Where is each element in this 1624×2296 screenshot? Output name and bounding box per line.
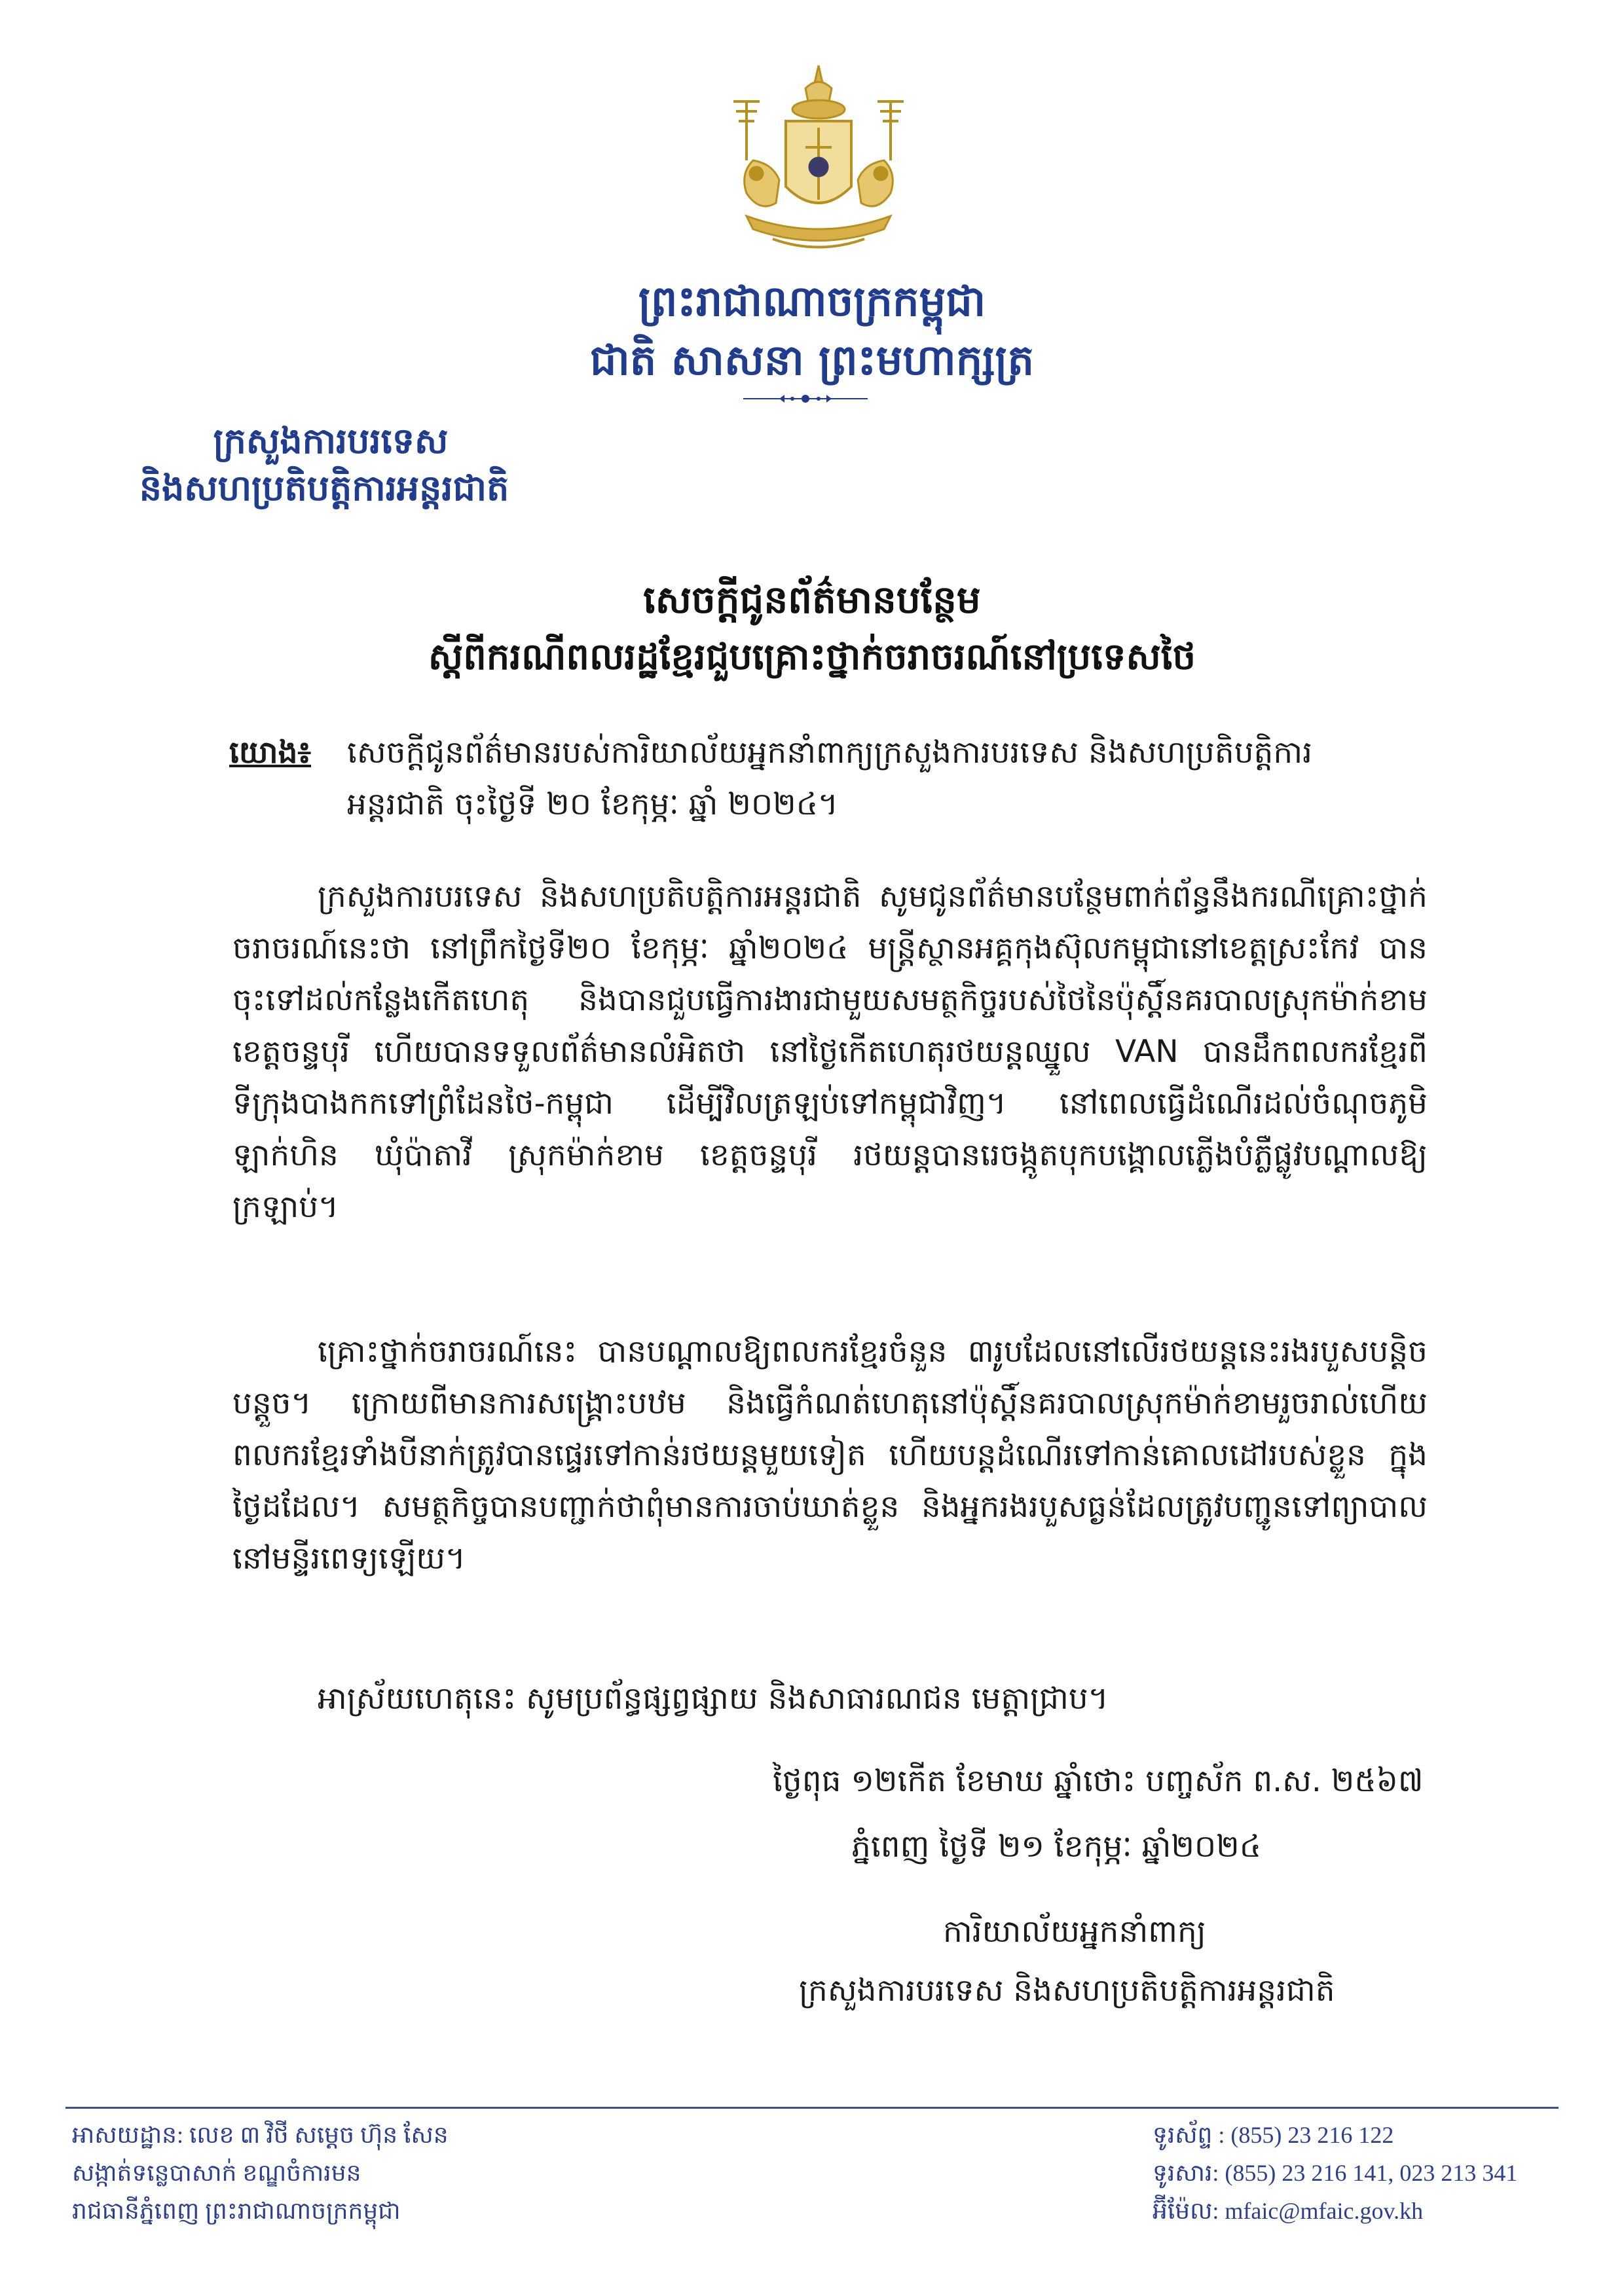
footer-address-line2: សង្កាត់ទន្លេបាសាក់ ខណ្ឌចំការមន xyxy=(72,2160,361,2186)
footer-email[interactable]: អ៊ីម៉ែល: mfaic@mfaic.gov.kh xyxy=(1153,2198,1424,2224)
reference-text-line1: សេចក្តីជូនព័ត៌មានរបស់ការិយាល័យអ្នកនាំពាក្យក្រសួងការបរទេស និងសហប្រតិបត្តិការ xyxy=(347,735,1313,771)
kingdom-motto: ជាតិ សាសនា ព្រះមហាក្សត្រ xyxy=(589,336,1035,385)
issue-date: ភ្នំពេញ ថ្ងៃទី ២១ ខែកុម្ភៈ ឆ្នាំ២០២៤ xyxy=(851,1829,1262,1865)
footer-fax: ទូរសារ: (855) 23 216 141, 023 213 341 xyxy=(1153,2160,1518,2186)
signature-office: ការិយាល័យអ្នកនាំពាក្យ xyxy=(943,1914,1206,1950)
decorative-divider-icon xyxy=(740,392,871,406)
document-title: សេចក្តីជូនព័ត៌មានបន្ថែម xyxy=(643,577,981,622)
royal-coat-of-arms-icon xyxy=(707,62,930,259)
footer-contact xyxy=(1153,2116,1517,2230)
signature-ministry: ក្រសួងការបរទេស និងសហប្រតិបត្តិការអន្តរជាតិ xyxy=(799,1973,1335,2009)
document-subtitle: ស្តីពីករណីពលរដ្ឋខ្មែរជួបគ្រោះថ្នាក់ចរាចរណ៍នៅប្រទេសថៃ xyxy=(428,635,1196,678)
footer-phone: ទូរស័ព្ទ : (855) 23 216 122 xyxy=(1153,2122,1394,2148)
lunar-date: ថ្ងៃពុធ ១២កើត ខែមាឃ ឆ្នាំថោះ បញ្ចស័ក ព.ស. ២៥៦៧ xyxy=(773,1763,1424,1799)
kingdom-title: ព្រះរាជាណាចក្រកម្ពុជា xyxy=(638,277,986,326)
footer-divider xyxy=(65,2107,1559,2109)
reference-block xyxy=(229,727,1428,830)
reference-label: យោង៖ xyxy=(229,735,312,771)
footer-address xyxy=(72,2116,449,2230)
ministry-name-line2: និងសហប្រតិបត្តិការអន្តរជាតិ xyxy=(139,467,509,509)
footer-address-line1: អាសយដ្ឋាន: លេខ ៣ វិថី សម្តេច ហ៊ុន សែន xyxy=(72,2122,449,2148)
body-paragraph-2: គ្រោះថ្នាក់ចរាចរណ៍នេះ បានបណ្តាលឱ្យពលករខ្មែរចំនួន ៣រូបដែលនៅលើរថយន្តនេះរងរបួសបន្តិចបន្តួច។ ក្រោយពីមានការសង្គ្រោះបឋម និងធ្វើកំណត់ហេតុនៅប៉ុស្តិ៍នគរបាលស្រុកម៉ាក់ខាមរួចរាល់ហើយ ពលករខ្មែរទាំងបីនាក់ត្រូវបានផ្ទេរទៅកាន់រថយន្តមួយទៀត ហើយបន្តដំណើរទៅកាន់គោលដៅរបស់ខ្លួន ក្នុងថ្ងៃដដែល។ សមត្ថកិច្ចបានបញ្ជាក់ថាពុំមានការចាប់ឃាត់ខ្លួន និងអ្នករងរបួសធ្ងន់ដែលត្រូវបញ្ជូនទៅព្យាបាលនៅមន្ទីរពេទ្យឡើយ។ xyxy=(232,1334,1428,1576)
reference-text-line2: អន្តរជាតិ ចុះថ្ងៃទី ២០ ខែកុម្ភៈ ឆ្នាំ ២០២៤។ xyxy=(347,786,838,822)
body-paragraph-1: ក្រសួងការបរទេស និងសហប្រតិបត្តិការអន្តរជាតិ សូមជូនព័ត៌មានបន្ថែមពាក់ព័ន្ធនឹងករណីគ្រោះថ្នាក់ចរាចរណ៍នេះថា នៅព្រឹកថ្ងៃទី២០ ខែកុម្ភៈ ឆ្នាំ២០២៤ មន្ត្រីស្ថានអគ្គកុងស៊ុលកម្ពុជានៅខេត្តស្រះកែវ បានចុះទៅដល់កន្លែងកើតហេតុ និងបានជួបធ្វើការងារជាមួយសមត្ថកិច្ចរបស់ថៃនៃប៉ុស្តិ៍នគរបាលស្រុកម៉ាក់ខាម ខេត្តចន្ទបុរី ហើយបានទទួលព័ត៌មានលំអិតថា នៅថ្ងៃកើតហេតុរថយន្តឈ្នួល VAN បានដឹកពលករខ្មែរពីទីក្រុងបាងកកទៅព្រំដែនថៃ-កម្ពុជា ដើម្បីវិលត្រឡប់ទៅកម្ពុជាវិញ។ នៅពេលធ្វើដំណើរដល់ចំណុចភូមិឡាក់ហិន ឃុំប៉ាតាវី ស្រុកម៉ាក់ខាម ខេត្តចន្ទបុរី រថយន្តបានរេចង្កូតបុកបង្គោលភ្លើងបំភ្លឺផ្លូវបណ្តាលឱ្យក្រឡាប់។ xyxy=(232,879,1428,1225)
footer-address-line3: រាជធានីភ្នំពេញ ព្រះរាជាណាចក្រកម្ពុជា xyxy=(72,2198,401,2224)
ministry-name-line1: ក្រសួងការបរទេស xyxy=(213,420,449,462)
body-paragraph-3: អាស្រ័យហេតុនេះ សូមប្រព័ន្ធផ្សព្វផ្សាយ និងសាធារណជន មេត្តាជ្រាប។ xyxy=(318,1681,1109,1717)
